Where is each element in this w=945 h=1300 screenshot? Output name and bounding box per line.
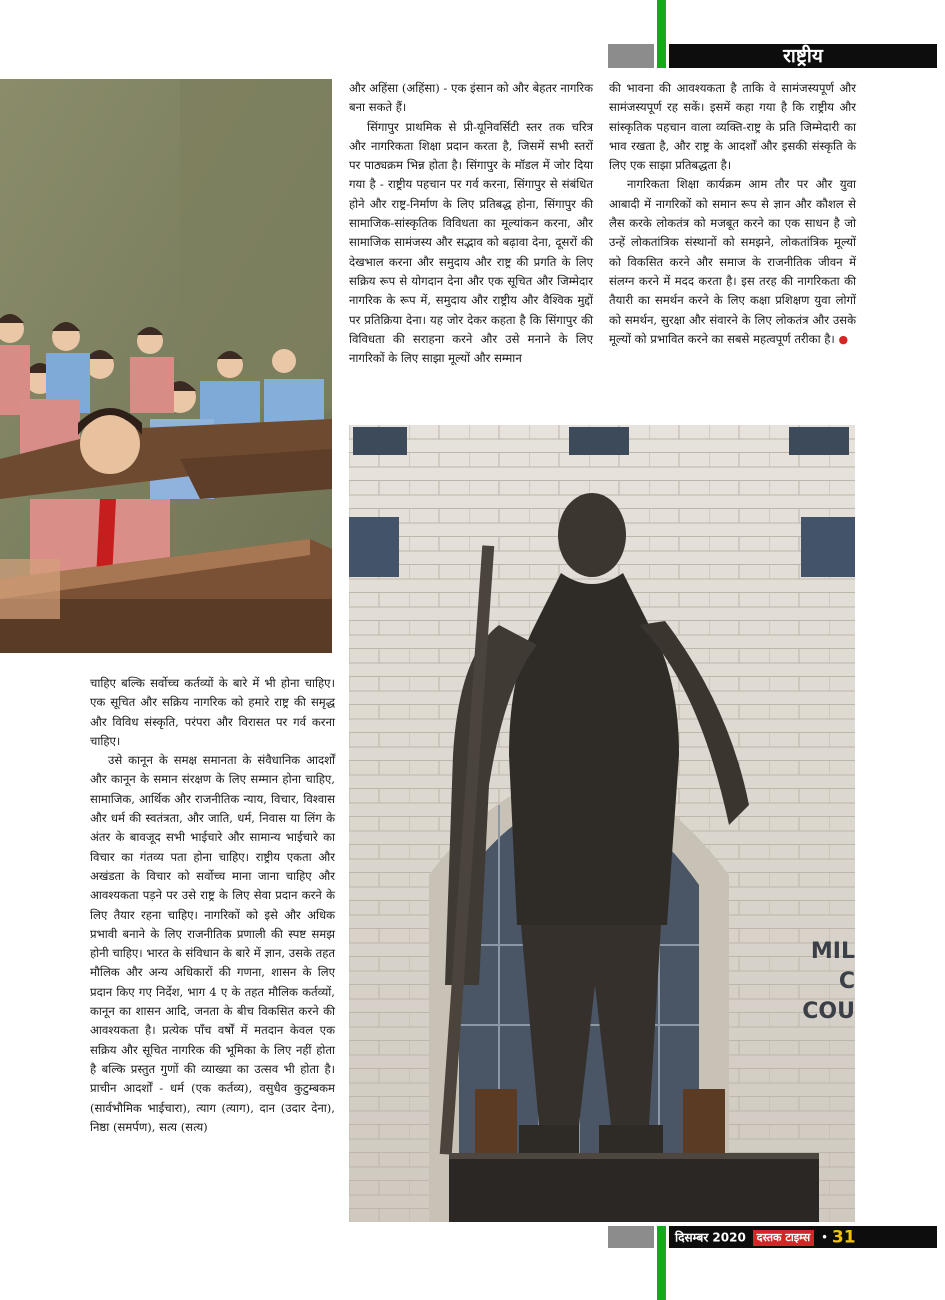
green-accent-bar-top [657,0,666,68]
building-sign-line: COU [802,999,855,1024]
page-footer [669,1226,937,1248]
magazine-name: दस्तक टाइम्स [753,1230,814,1246]
building-sign [801,937,855,1027]
statue-photo [349,425,855,1222]
grey-accent-block-top [608,44,654,68]
article-column-middle [349,79,593,368]
article-paragraph-text: नागरिकता शिक्षा कार्यक्रम आम तौर पर और युवा आबादी में नागरिकों को समान रूप से ज्ञान और कौशल से लैस करके लोकतंत्र को मजबूत करने का एक साधन है जो उन्हें लोकतांत्रिक संस्थानों को समझने, लोकतांत्रिक मूल्यों को विकसित करने और समाज के राजनीतिक जीवन में संलग्न करने में मदद करता है। इस तरह की नागरिकता की तैयारी का समर्थन करने के लिए कक्षा प्रशिक्षण युवा लोगों को समर्थन, सुरक्षा और संवारने के लिए लोकतंत्र और उसके मूल्यों को प्रभावित करने का सबसे महत्वपूर्ण तरीका है। [609,177,856,346]
article-paragraph: सिंगापुर प्राथमिक से प्री-यूनिवर्सिटी स्तर तक चरित्र और नागरिकता शिक्षा प्रदान करता है, जिसमें सभी स्तरों पर पाठ्यक्रम भिन्न होता है। सिंगापुर के मॉडल में जोर दिया गया है - राष्ट्रीय पहचान पर गर्व करना, सिंगापुर से संबंधित होने और राष्ट्र-निर्माण के लिए प्रतिबद्ध होना, सिंगापुर की सामाजिक-सांस्कृतिक विविधता का मूल्यांकन करना, और सामाजिक सामंजस्य और सद्भाव को बढ़ावा देना, दूसरों की देखभाल करना और समुदाय और राष्ट्र की प्रगति के लिए सक्रिय रूप से योगदान देना और एक सूचित और जिम्मेदार नागरिक के रूप में, समुदाय और राष्ट्रीय और वैश्विक मुद्दों पर प्रतिक्रिया देना। यह जोर देकर कहता है कि सिंगापुर की विविधता की सराहना करने और उसे मनाने के लिए नागरिकों के लिए साझा मूल्यों और सम्मान [349,119,593,366]
article-paragraph: की भावना की आवश्यकता है ताकि वे सामंजस्यपूर्ण और सामंजस्यपूर्ण रह सकें। इसमें कहा गया है कि राष्ट्रीय और सांस्कृतिक पहचान वाला व्यक्ति-राष्ट्र के प्रति जिम्मेदारी का भाव रखता है, और राष्ट्र के आदर्शों और इसकी संस्कृति के लिए एक साझा प्रतिबद्धता है। [609,81,856,173]
building-sign-line: C [838,969,855,994]
page-number: 31 [831,1227,856,1248]
article-paragraph: उसे कानून के समक्ष समानता के संवैधानिक आदर्शों और कानून के समान संरक्षण के लिए सम्मान होना चाहिए, सामाजिक, आर्थिक और राजनीतिक न्याय, विचार, विश्वास और धर्म की स्वतंत्रता, और जाति, धर्म, निवास या लिंग के अंतर के बावजूद सभी भाईचारे और सामान्य भाईचारे का विचार का गंतव्य पता होना चाहिए। राष्ट्रीय एकता और अखंडता के विचार को सर्वोच्च माना जाना चाहिए और आवश्यकता पड़ने पर उसे राष्ट्र के लिए सेवा प्रदान करने के लिए तैयार रहना चाहिए। नागरिकों को इसे और अधिक प्रभावी बनाने के लिए राजनीतिक प्रणाली की स्पष्ट समझ होनी चाहिए। भारत के संविधान के बारे में ज्ञान, उसके तहत मौलिक और अन्य अधिकारों की गणना, शासन के लिए प्रदान किए गए निर्देश, भाग 4 ए के तहत मौलिक कर्तव्यों, कानून का शासन आदि, जनता के बीच विकसित करने की आवश्यकता है। प्रत्येक पाँच वर्षों में मतदान केवल एक सक्रिय और सूचित नागरिक की भूमिका के लिए नहीं होता है बल्कि प्रस्तुत गुणों की व्याख्या का उत्सव भी होता है। प्राचीन आदर्शों - धर्म (एक कर्तव्य), वसुधैव कुटुम्बकम (सार्वभौमिक भाईचारा), त्याग (त्याग), दान (उदार देना), निष्ठा (समर्पण), सत्य (सत्य) [90,753,335,1134]
article-paragraph: चाहिए बल्कि सर्वोच्च कर्तव्यों के बारे में भी होना चाहिए। एक सूचित और सक्रिय नागरिक को हमारे राष्ट्र की समृद्ध और विविध संस्कृति, परंपरा और विरासत पर गर्व करना चाहिए। [90,676,335,748]
green-accent-bar-bottom [657,1226,666,1300]
section-title: राष्ट्रीय [669,44,937,68]
footer-separator: • [820,1230,829,1245]
end-of-article-marker: ● [838,332,849,346]
grey-accent-block-bottom [608,1226,654,1248]
article-column-bottom [90,674,335,1137]
article-paragraph [609,175,856,349]
article-paragraph: और अहिंसा (अहिंसा) - एक इंसान को और बेहतर नागरिक बना सकते हैं। [349,81,593,115]
classroom-photo [0,79,332,653]
building-sign-line: MIL [810,939,855,964]
issue-date: दिसम्बर 2020 [675,1230,746,1245]
article-column-right [609,79,856,349]
